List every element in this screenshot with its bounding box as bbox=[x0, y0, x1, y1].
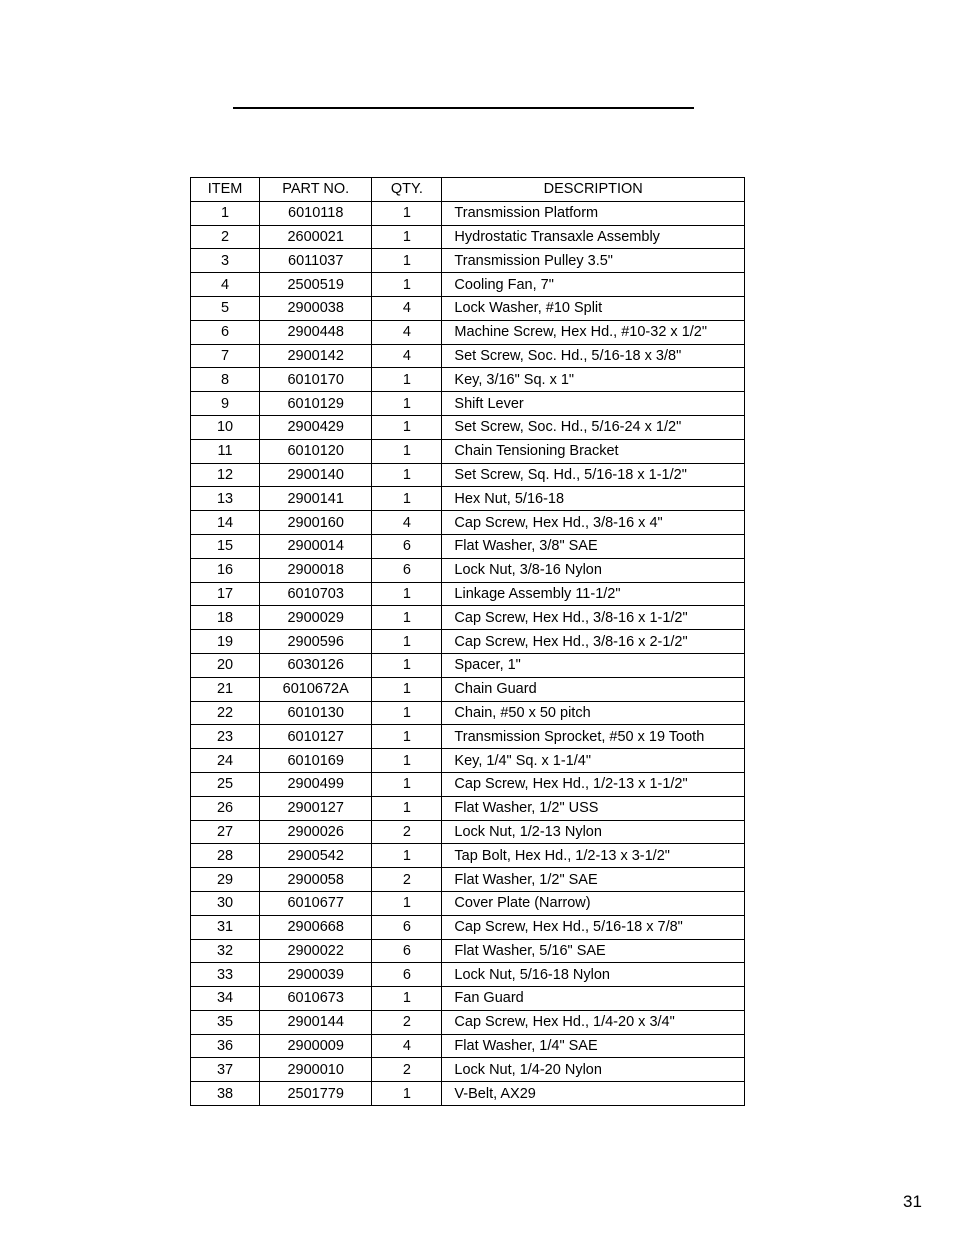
part-number-cell: 2900010 bbox=[260, 1058, 372, 1082]
description-cell: Transmission Platform bbox=[442, 201, 745, 225]
description-cell: Fan Guard bbox=[442, 987, 745, 1011]
description-cell: Cap Screw, Hex Hd., 3/8-16 x 2-1/2" bbox=[442, 630, 745, 654]
part-number-cell: 2900029 bbox=[260, 606, 372, 630]
part-number-cell: 6010170 bbox=[260, 368, 372, 392]
description-cell: Cap Screw, Hex Hd., 5/16-18 x 7/8" bbox=[442, 915, 745, 939]
item-cell: 5 bbox=[191, 296, 260, 320]
part-number-cell: 2900160 bbox=[260, 511, 372, 535]
page-number: 31 bbox=[903, 1192, 922, 1211]
description-cell: Chain, #50 x 50 pitch bbox=[442, 701, 745, 725]
part-number-cell: 6010127 bbox=[260, 725, 372, 749]
table-row bbox=[191, 820, 745, 844]
header-row bbox=[191, 178, 745, 202]
part-number-cell: 6030126 bbox=[260, 653, 372, 677]
part-number-cell: 2900140 bbox=[260, 463, 372, 487]
table-row bbox=[191, 1082, 745, 1106]
table-row bbox=[191, 725, 745, 749]
table-row bbox=[191, 987, 745, 1011]
description-cell: Lock Washer, #10 Split bbox=[442, 296, 745, 320]
quantity-cell: 1 bbox=[372, 891, 442, 915]
item-cell: 27 bbox=[191, 820, 260, 844]
quantity-cell: 1 bbox=[372, 225, 442, 249]
part-number-cell: 2900009 bbox=[260, 1034, 372, 1058]
part-number-cell: 2900127 bbox=[260, 796, 372, 820]
table-row bbox=[191, 749, 745, 773]
part-number-cell: 2900542 bbox=[260, 844, 372, 868]
table-row bbox=[191, 511, 745, 535]
description-cell: Flat Washer, 1/2" SAE bbox=[442, 868, 745, 892]
item-cell: 30 bbox=[191, 891, 260, 915]
item-cell: 22 bbox=[191, 701, 260, 725]
quantity-cell: 2 bbox=[372, 820, 442, 844]
table-row bbox=[191, 273, 745, 297]
table-row bbox=[191, 415, 745, 439]
table-row bbox=[191, 963, 745, 987]
table-row bbox=[191, 534, 745, 558]
quantity-cell: 1 bbox=[372, 653, 442, 677]
header-rule bbox=[233, 107, 694, 109]
table-row bbox=[191, 558, 745, 582]
description-cell: Machine Screw, Hex Hd., #10-32 x 1/2" bbox=[442, 320, 745, 344]
parts-table bbox=[190, 177, 745, 1106]
part-number-cell: 6010118 bbox=[260, 201, 372, 225]
part-number-cell: 2500519 bbox=[260, 273, 372, 297]
item-cell: 18 bbox=[191, 606, 260, 630]
item-cell: 4 bbox=[191, 273, 260, 297]
part-number-cell: 2900668 bbox=[260, 915, 372, 939]
part-number-cell: 2900142 bbox=[260, 344, 372, 368]
item-cell: 7 bbox=[191, 344, 260, 368]
item-cell: 28 bbox=[191, 844, 260, 868]
quantity-cell: 4 bbox=[372, 511, 442, 535]
quantity-cell: 4 bbox=[372, 296, 442, 320]
quantity-cell: 1 bbox=[372, 1082, 442, 1106]
item-cell: 13 bbox=[191, 487, 260, 511]
item-cell: 6 bbox=[191, 320, 260, 344]
table-row bbox=[191, 915, 745, 939]
table-row bbox=[191, 201, 745, 225]
description-cell: Set Screw, Sq. Hd., 5/16-18 x 1-1/2" bbox=[442, 463, 745, 487]
item-cell: 25 bbox=[191, 772, 260, 796]
quantity-cell: 6 bbox=[372, 534, 442, 558]
description-cell: Set Screw, Soc. Hd., 5/16-18 x 3/8" bbox=[442, 344, 745, 368]
table-row bbox=[191, 296, 745, 320]
description-cell: Chain Guard bbox=[442, 677, 745, 701]
description-cell: Hex Nut, 5/16-18 bbox=[442, 487, 745, 511]
item-cell: 20 bbox=[191, 653, 260, 677]
part-number-cell: 2900018 bbox=[260, 558, 372, 582]
table-row bbox=[191, 225, 745, 249]
table-row bbox=[191, 344, 745, 368]
parts-table-body bbox=[191, 201, 745, 1105]
description-cell: Cap Screw, Hex Hd., 1/4-20 x 3/4" bbox=[442, 1010, 745, 1034]
part-number-cell: 2900038 bbox=[260, 296, 372, 320]
part-number-cell: 2600021 bbox=[260, 225, 372, 249]
description-cell: Cap Screw, Hex Hd., 3/8-16 x 4" bbox=[442, 511, 745, 535]
quantity-cell: 4 bbox=[372, 320, 442, 344]
quantity-cell: 6 bbox=[372, 915, 442, 939]
item-cell: 23 bbox=[191, 725, 260, 749]
item-cell: 9 bbox=[191, 392, 260, 416]
description-cell: V-Belt, AX29 bbox=[442, 1082, 745, 1106]
part-number-cell: 2900039 bbox=[260, 963, 372, 987]
column-header-qty: QTY. bbox=[372, 178, 442, 202]
item-cell: 19 bbox=[191, 630, 260, 654]
table-row bbox=[191, 392, 745, 416]
quantity-cell: 1 bbox=[372, 439, 442, 463]
quantity-cell: 1 bbox=[372, 487, 442, 511]
description-cell: Lock Nut, 1/2-13 Nylon bbox=[442, 820, 745, 844]
item-cell: 12 bbox=[191, 463, 260, 487]
item-cell: 14 bbox=[191, 511, 260, 535]
description-cell: Lock Nut, 1/4-20 Nylon bbox=[442, 1058, 745, 1082]
description-cell: Shift Lever bbox=[442, 392, 745, 416]
quantity-cell: 1 bbox=[372, 749, 442, 773]
quantity-cell: 1 bbox=[372, 415, 442, 439]
description-cell: Cap Screw, Hex Hd., 3/8-16 x 1-1/2" bbox=[442, 606, 745, 630]
table-row bbox=[191, 772, 745, 796]
description-cell: Cover Plate (Narrow) bbox=[442, 891, 745, 915]
column-header-description: DESCRIPTION bbox=[442, 178, 745, 202]
quantity-cell: 1 bbox=[372, 796, 442, 820]
quantity-cell: 6 bbox=[372, 939, 442, 963]
quantity-cell: 2 bbox=[372, 868, 442, 892]
table-row bbox=[191, 249, 745, 273]
table-row bbox=[191, 891, 745, 915]
quantity-cell: 1 bbox=[372, 582, 442, 606]
table-row bbox=[191, 1058, 745, 1082]
item-cell: 17 bbox=[191, 582, 260, 606]
quantity-cell: 6 bbox=[372, 558, 442, 582]
quantity-cell: 1 bbox=[372, 630, 442, 654]
quantity-cell: 1 bbox=[372, 725, 442, 749]
quantity-cell: 2 bbox=[372, 1010, 442, 1034]
item-cell: 31 bbox=[191, 915, 260, 939]
quantity-cell: 1 bbox=[372, 201, 442, 225]
description-cell: Cap Screw, Hex Hd., 1/2-13 x 1-1/2" bbox=[442, 772, 745, 796]
table-row bbox=[191, 1010, 745, 1034]
part-number-cell: 6010673 bbox=[260, 987, 372, 1011]
description-cell: Flat Washer, 3/8" SAE bbox=[442, 534, 745, 558]
part-number-cell: 2900141 bbox=[260, 487, 372, 511]
item-cell: 3 bbox=[191, 249, 260, 273]
description-cell: Flat Washer, 5/16" SAE bbox=[442, 939, 745, 963]
part-number-cell: 2900026 bbox=[260, 820, 372, 844]
part-number-cell: 2900058 bbox=[260, 868, 372, 892]
description-cell: Flat Washer, 1/2" USS bbox=[442, 796, 745, 820]
table-row bbox=[191, 487, 745, 511]
part-number-cell: 2900448 bbox=[260, 320, 372, 344]
part-number-cell: 2900499 bbox=[260, 772, 372, 796]
item-cell: 24 bbox=[191, 749, 260, 773]
part-number-cell: 2900014 bbox=[260, 534, 372, 558]
description-cell: Linkage Assembly 11-1/2" bbox=[442, 582, 745, 606]
item-cell: 35 bbox=[191, 1010, 260, 1034]
item-cell: 21 bbox=[191, 677, 260, 701]
table-row bbox=[191, 868, 745, 892]
item-cell: 1 bbox=[191, 201, 260, 225]
quantity-cell: 1 bbox=[372, 273, 442, 297]
part-number-cell: 6010130 bbox=[260, 701, 372, 725]
description-cell: Key, 3/16" Sq. x 1" bbox=[442, 368, 745, 392]
description-cell: Lock Nut, 3/8-16 Nylon bbox=[442, 558, 745, 582]
table-row bbox=[191, 606, 745, 630]
quantity-cell: 1 bbox=[372, 392, 442, 416]
table-row bbox=[191, 463, 745, 487]
item-cell: 29 bbox=[191, 868, 260, 892]
item-cell: 36 bbox=[191, 1034, 260, 1058]
part-number-cell: 2900022 bbox=[260, 939, 372, 963]
part-number-cell: 6010169 bbox=[260, 749, 372, 773]
description-cell: Flat Washer, 1/4" SAE bbox=[442, 1034, 745, 1058]
part-number-cell: 6011037 bbox=[260, 249, 372, 273]
item-cell: 26 bbox=[191, 796, 260, 820]
table-row bbox=[191, 653, 745, 677]
quantity-cell: 4 bbox=[372, 344, 442, 368]
quantity-cell: 1 bbox=[372, 606, 442, 630]
item-cell: 10 bbox=[191, 415, 260, 439]
part-number-cell: 6010703 bbox=[260, 582, 372, 606]
part-number-cell: 6010129 bbox=[260, 392, 372, 416]
quantity-cell: 6 bbox=[372, 963, 442, 987]
item-cell: 15 bbox=[191, 534, 260, 558]
quantity-cell: 1 bbox=[372, 701, 442, 725]
item-cell: 33 bbox=[191, 963, 260, 987]
table-row bbox=[191, 701, 745, 725]
part-number-cell: 2501779 bbox=[260, 1082, 372, 1106]
description-cell: Tap Bolt, Hex Hd., 1/2-13 x 3-1/2" bbox=[442, 844, 745, 868]
item-cell: 11 bbox=[191, 439, 260, 463]
table-row bbox=[191, 320, 745, 344]
table-row bbox=[191, 939, 745, 963]
item-cell: 34 bbox=[191, 987, 260, 1011]
quantity-cell: 1 bbox=[372, 368, 442, 392]
quantity-cell: 1 bbox=[372, 844, 442, 868]
quantity-cell: 1 bbox=[372, 249, 442, 273]
part-number-cell: 2900144 bbox=[260, 1010, 372, 1034]
table-row bbox=[191, 677, 745, 701]
table-row bbox=[191, 630, 745, 654]
description-cell: Lock Nut, 5/16-18 Nylon bbox=[442, 963, 745, 987]
column-header-part-no: PART NO. bbox=[260, 178, 372, 202]
quantity-cell: 1 bbox=[372, 463, 442, 487]
part-number-cell: 6010677 bbox=[260, 891, 372, 915]
description-cell: Cooling Fan, 7" bbox=[442, 273, 745, 297]
item-cell: 16 bbox=[191, 558, 260, 582]
part-number-cell: 2900429 bbox=[260, 415, 372, 439]
quantity-cell: 1 bbox=[372, 987, 442, 1011]
quantity-cell: 1 bbox=[372, 677, 442, 701]
quantity-cell: 1 bbox=[372, 772, 442, 796]
item-cell: 32 bbox=[191, 939, 260, 963]
parts-table-header bbox=[191, 178, 745, 202]
description-cell: Key, 1/4" Sq. x 1-1/4" bbox=[442, 749, 745, 773]
part-number-cell: 6010120 bbox=[260, 439, 372, 463]
table-row bbox=[191, 1034, 745, 1058]
table-row bbox=[191, 844, 745, 868]
description-cell: Chain Tensioning Bracket bbox=[442, 439, 745, 463]
item-cell: 8 bbox=[191, 368, 260, 392]
quantity-cell: 4 bbox=[372, 1034, 442, 1058]
description-cell: Hydrostatic Transaxle Assembly bbox=[442, 225, 745, 249]
part-number-cell: 6010672A bbox=[260, 677, 372, 701]
table-row bbox=[191, 439, 745, 463]
table-row bbox=[191, 368, 745, 392]
description-cell: Set Screw, Soc. Hd., 5/16-24 x 1/2" bbox=[442, 415, 745, 439]
quantity-cell: 2 bbox=[372, 1058, 442, 1082]
description-cell: Spacer, 1" bbox=[442, 653, 745, 677]
column-header-item: ITEM bbox=[191, 178, 260, 202]
part-number-cell: 2900596 bbox=[260, 630, 372, 654]
table-row bbox=[191, 796, 745, 820]
item-cell: 38 bbox=[191, 1082, 260, 1106]
item-cell: 2 bbox=[191, 225, 260, 249]
description-cell: Transmission Pulley 3.5" bbox=[442, 249, 745, 273]
description-cell: Transmission Sprocket, #50 x 19 Tooth bbox=[442, 725, 745, 749]
table-row bbox=[191, 582, 745, 606]
item-cell: 37 bbox=[191, 1058, 260, 1082]
